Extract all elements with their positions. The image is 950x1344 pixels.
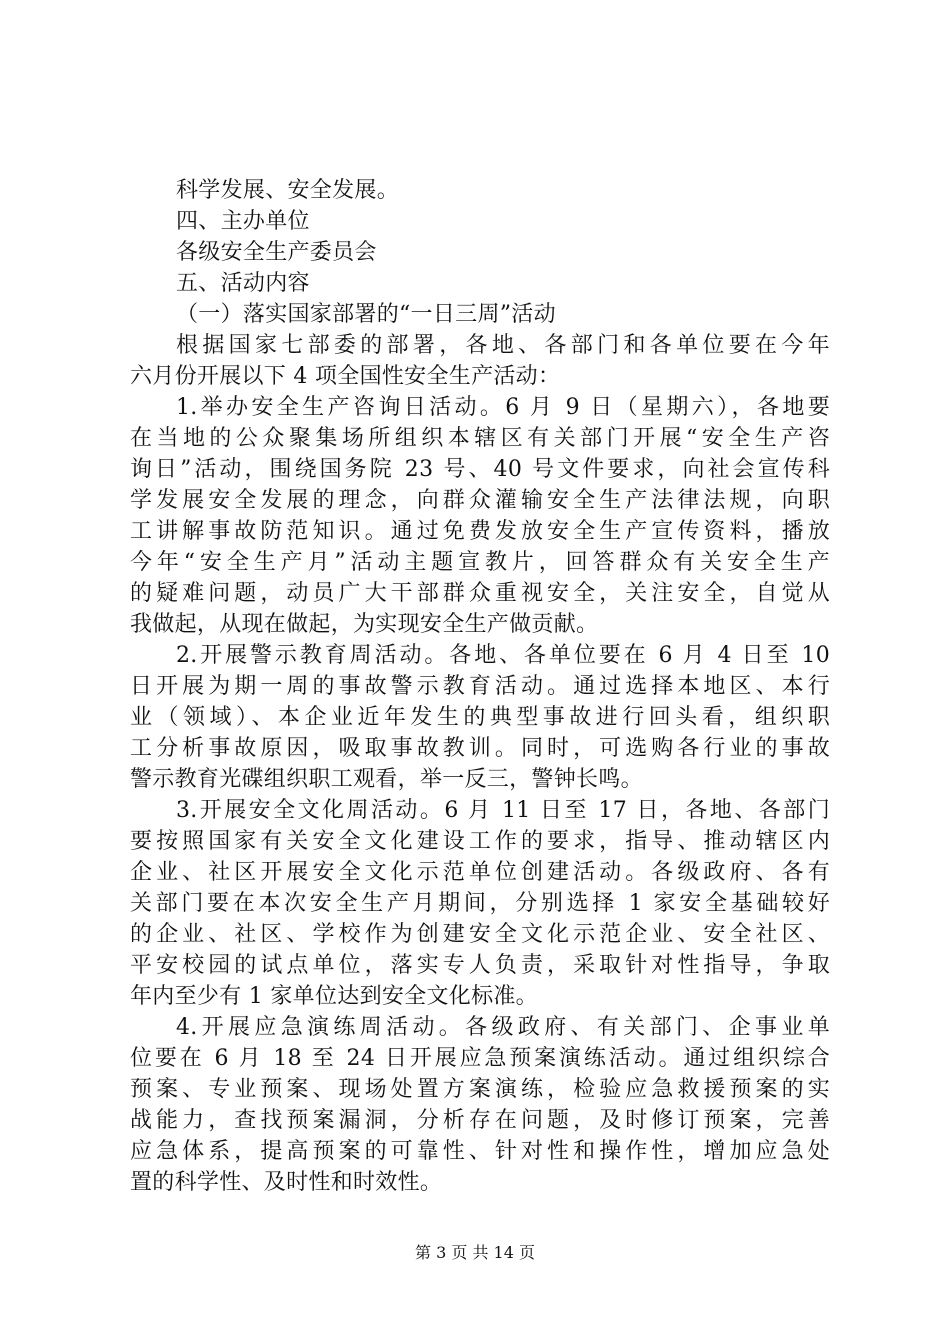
text-line: 在当地的公众聚集场所组织本辖区有关部门开展“安全生产咨 [130, 426, 830, 451]
text-line: 4.开展应急演练周活动。各级政府、有关部门、企事业单 [176, 1015, 830, 1040]
text-line: 位要在 6 月 18 至 24 日开展应急预案演练活动。通过组织综合 [130, 1046, 830, 1071]
text-line: 2.开展警示教育周活动。各地、各单位要在 6 月 4 日至 10 [176, 643, 830, 668]
text-line: 1.举办安全生产咨询日活动。6 月 9 日（星期六），各地要 [176, 395, 830, 420]
text-line: 的疑难问题，动员广大干部群众重视安全，关注安全，自觉从 [130, 581, 830, 606]
text-line: 要按照国家有关安全文化建设工作的要求，指导、推动辖区内 [130, 829, 830, 854]
text-line: 询日”活动，围绕国务院 23 号、40 号文件要求，向社会宣传科 [130, 457, 830, 482]
text-line: 今年“安全生产月”活动主题宣教片，回答群众有关安全生产 [130, 550, 830, 575]
text-line: 警示教育光碟组织职工观看，举一反三，警钟长鸣。 [130, 767, 643, 792]
text-line: 科学发展、安全发展。 [176, 178, 400, 203]
text-line: 日开展为期一周的事故警示教育活动。通过选择本地区、本行 [130, 674, 830, 699]
text-line: 年内至少有 1 家单位达到安全文化标准。 [130, 984, 538, 1009]
text-line: 战能力，查找预案漏洞，分析存在问题，及时修订预案，完善 [130, 1108, 830, 1133]
text-line: 学发展安全发展的理念，向群众灌输安全生产法律法规，向职 [130, 488, 830, 513]
text-line: 根据国家七部委的部署，各地、各部门和各单位要在今年 [176, 333, 830, 358]
text-line: 工讲解事故防范知识。通过免费发放安全生产宣传资料，播放 [130, 519, 830, 544]
text-line: 我做起，从现在做起，为实现安全生产做贡献。 [130, 612, 599, 637]
text-line: 3.开展安全文化周活动。6 月 11 日至 17 日，各地、各部门 [176, 798, 830, 823]
text-line: 关部门要在本次安全生产月期间，分别选择 1 家安全基础较好 [130, 891, 830, 916]
text-line: 六月份开展以下 4 项全国性安全生产活动： [130, 364, 561, 389]
text-line: （一）落实国家部署的“一日三周”活动 [176, 302, 556, 327]
text-line: 业（领域）、本企业近年发生的典型事故进行回头看，组织职 [130, 705, 830, 730]
text-line: 企业、社区开展安全文化示范单位创建活动。各级政府、各有 [130, 860, 830, 885]
document-body [130, 175, 830, 1198]
text-line: 的企业、社区、学校作为创建安全文化示范企业、安全社区、 [130, 922, 830, 947]
page-footer: 第 3 页 共 14 页 [415, 1243, 535, 1262]
text-line: 工分析事故原因，吸取事故教训。同时，可选购各行业的事故 [130, 736, 830, 761]
text-line: 应急体系，提高预案的可靠性、针对性和操作性，增加应急处 [130, 1139, 830, 1164]
text-line: 各级安全生产委员会 [176, 240, 377, 265]
text-line: 置的科学性、及时性和时效性。 [130, 1170, 443, 1195]
text-line: 五、活动内容 [176, 271, 310, 296]
text-line: 平安校园的试点单位，落实专人负责，采取针对性指导，争取 [130, 953, 830, 978]
text-line: 预案、专业预案、现场处置方案演练，检验应急救援预案的实 [130, 1077, 830, 1102]
text-line: 四、主办单位 [176, 209, 310, 234]
